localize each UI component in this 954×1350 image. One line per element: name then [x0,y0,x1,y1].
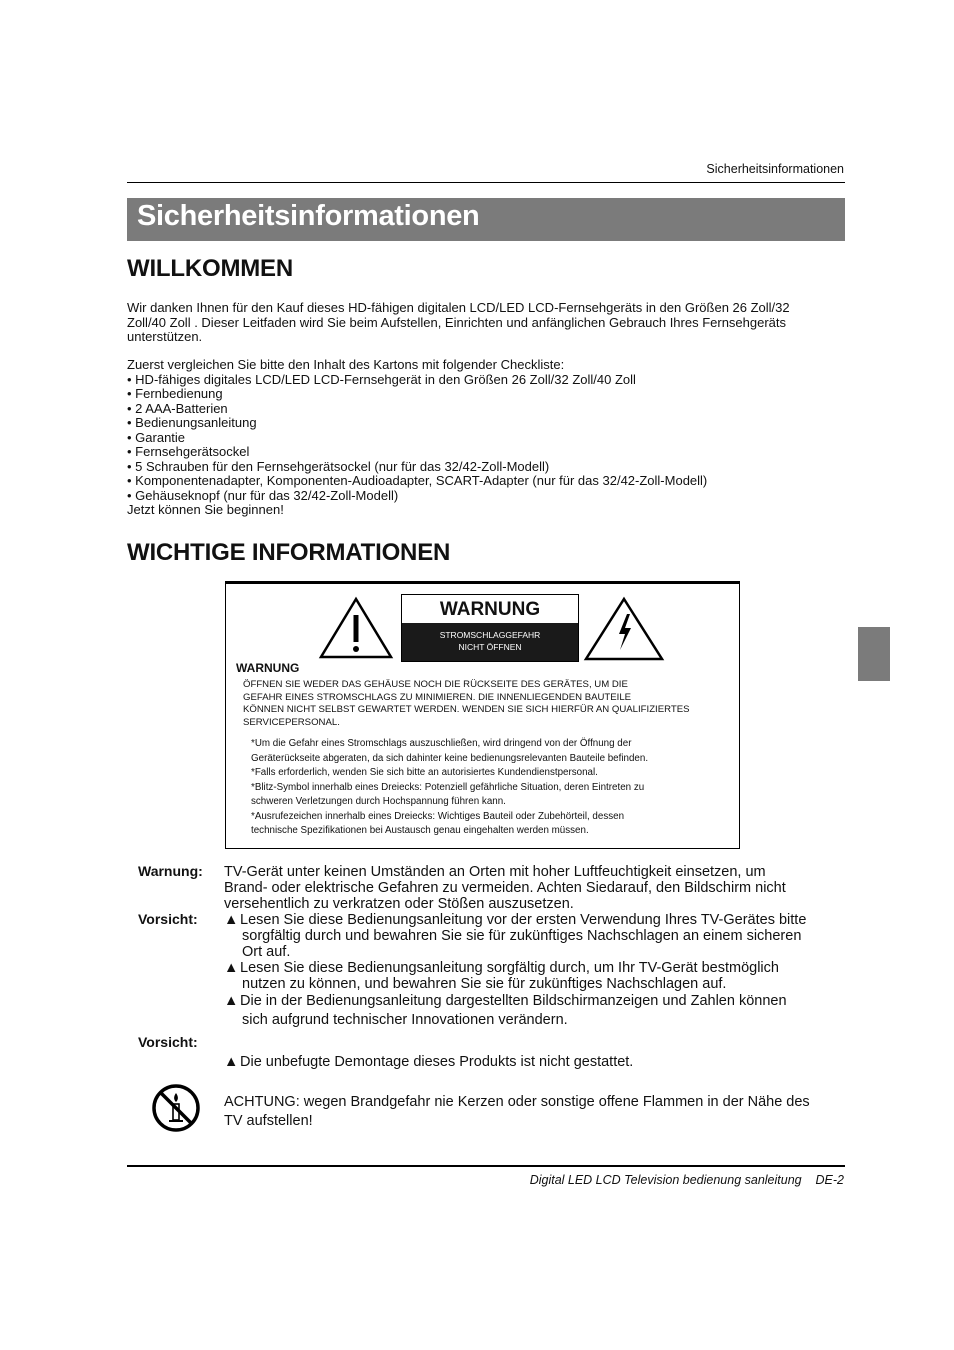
vorsicht-item-cont: nutzen zu können, und bewahren Sie sie für zukünftiges Nachschlagen auf. [242,976,727,992]
checklist [127,373,827,504]
caret-icon: ▲ [224,912,239,928]
note-line: technische Spezifikationen bei Austausch genau eingehalten werden müssen. [251,825,589,836]
warning-box [225,581,740,849]
warnung-label: Warnung: [138,863,203,879]
checklist-item: • Bedienungsanleitung [127,415,257,430]
caps-line: KÖNNEN NICHT SELBST GEWARTET WERDEN. WENDEN SIE SICH HIERFÜR AN QUALIFIZIERTES [243,704,690,716]
vorsicht-list [224,912,834,1028]
warnung-line: TV-Gerät unter keinen Umständen an Orten mit hoher Luftfeuchtigkeit einsetzen, um [224,864,766,880]
caps-line: SERVICEPERSONAL. [243,716,340,728]
lightning-triangle-icon [583,596,665,662]
checklist-item: • 2 AAA-Batterien [127,400,228,416]
note-line: *Um die Gefahr eines Stromschlags auszuschließen, wird dringend von der Öffnung der [251,738,632,749]
closing-line: Jetzt können Sie beginnen! [127,502,284,517]
vorsicht-item-first: Lesen Sie diese Bedienungsanleitung vor der ersten Verwendung Ihres TV-Gerätes bitte [240,912,807,928]
note-line: *Ausrufezeichen innerhalb eines Dreiecks: Wichtiges Bauteil oder Zubehörteil, dessen [251,810,625,822]
warning-panel-subtext [402,623,578,661]
important-heading: WICHTIGE INFORMATIONEN [127,539,451,566]
vorsicht2-line: Die unbefugte Demontage dieses Produkts ist nicht gestattet. [240,1054,634,1070]
header-rule [127,182,845,183]
vorsicht-label: Vorsicht: [138,911,198,927]
vorsicht-item-first: Lesen Sie diese Bedienungsanleitung sorgfältig durch, um Ihr TV-Gerät bestmöglich [240,960,779,976]
warning-label-panel [401,594,579,662]
welcome-heading: WILLKOMMEN [127,255,293,282]
shock-hazard-text: STROMSCHLAGGEFAHR [439,630,541,640]
vorsicht-item-cont: sich aufgrund technischer Innovationen verändern. [242,1012,568,1028]
warnung-line: versehentlich zu verkratzen oder Stößen auszusetzen. [224,896,574,912]
warning-caps-text [243,679,733,729]
vorsicht-item [224,912,834,960]
welcome-intro [127,301,827,345]
do-not-open-text: NICHT ÖFFNEN [458,642,522,652]
section-tab [858,627,890,681]
page-title: Sicherheitsinformationen [137,200,480,232]
checklist-item: • 5 Schrauben für den Fernsehgerätsockel (nur für das 32/42-Zoll-Modell) [127,458,550,474]
caps-line: ÖFFNEN SIE WEDER DAS GEHÄUSE NOCH DIE RÜCKSEITE DES GERÄTES, UM DIE [243,679,628,690]
checklist-item: • Garantie [127,429,186,445]
warnung-text [224,864,834,912]
vorsicht-item-cont: sorgfältig durch und bewahren Sie sie für zukünftiges Nachschlagen an einem sicheren [242,928,802,944]
no-open-flame-icon [151,1083,201,1133]
title-bar [127,198,845,241]
intro-line: Wir danken Ihnen für den Kauf dieses HD-fähigen digitalen LCD/LED LCD-Fernsehgeräts in den Größen 26 Zoll/32 [127,300,790,315]
note-line: *Falls erforderlich, wenden Sie sich bitte an autorisiertes Kundendienstpersonal. [251,767,598,778]
checklist-intro: Zuerst vergleichen Sie bitte den Inhalt des Kartons mit folgender Checkliste: [127,357,565,372]
caps-line: GEFAHR EINES STROMSCHLAGS ZU MINIMIEREN. DIE INNENLIEGENDEN BAUTEILE [243,691,632,703]
warning-panel-title: WARNUNG [439,599,541,620]
achtung-line: ACHTUNG: wegen Brandgefahr nie Kerzen oder sonstige offene Flammen in der Nähe des [224,1094,810,1110]
caret-icon: ▲ [224,993,239,1009]
checklist-item: • Fernbedienung [127,386,223,401]
vorsicht-item [224,993,834,1028]
warning-sublabel: WARNUNG [236,661,300,675]
vorsicht2-text [224,1054,834,1070]
footer-text: Digital LED LCD Television bedienung sanleitung DE-2 [529,1173,844,1187]
achtung-text [224,1093,834,1131]
running-header: Sicherheitsinformationen [706,162,844,176]
intro-line: Zoll/40 Zoll . Dieser Leitfaden wird Sie beim Aufstellen, Einrichten und anfänglichen Gebrauch Ihres Fernsehgeräts [127,314,787,330]
caret-icon: ▲ [224,960,239,976]
footer-rule [127,1165,845,1167]
intro-line: unterstützen. [127,329,203,344]
vorsicht2-label: Vorsicht: [138,1034,198,1050]
achtung-line: TV aufstellen! [224,1113,313,1129]
vorsicht-item-cont: Ort auf. [242,944,291,960]
checklist-item: • Fernsehgerätsockel [127,444,250,459]
note-line: schweren Verletzungen durch Hochspannung führen kann. [251,796,506,807]
note-line: *Blitz-Symbol innerhalb eines Dreiecks: Potenziell gefährliche Situation, deren Eintreten zu [251,781,645,793]
checklist-item: • HD-fähiges digitales LCD/LED LCD-Fernsehgerät in den Größen 26 Zoll/32 Zoll/40 Zoll [127,371,636,387]
warning-notes [248,737,736,839]
warnung-line: Brand- oder elektrische Gefahren zu vermeiden. Achten Siedarauf, den Bildschirm nicht [224,880,786,896]
checklist-item: • Komponentenadapter, Komponenten-Audioadapter, SCART-Adapter (nur für das 32/42-Zoll-Modell) [127,473,708,488]
exclamation-triangle-icon [318,596,394,660]
caret-icon: ▲ [224,1054,239,1070]
checklist-item: • Gehäuseknopf (nur für das 32/42-Zoll-Modell) [127,487,399,503]
vorsicht-item-first: Die in der Bedienungsanleitung dargestellten Bildschirmanzeigen und Zahlen können [240,993,787,1009]
note-line: Geräterückseite abgeraten, da sich dahinter keine bedienungsrelevanten Bauteile befinden. [251,752,649,764]
checklist-block [127,358,827,518]
vorsicht-item [224,960,834,992]
